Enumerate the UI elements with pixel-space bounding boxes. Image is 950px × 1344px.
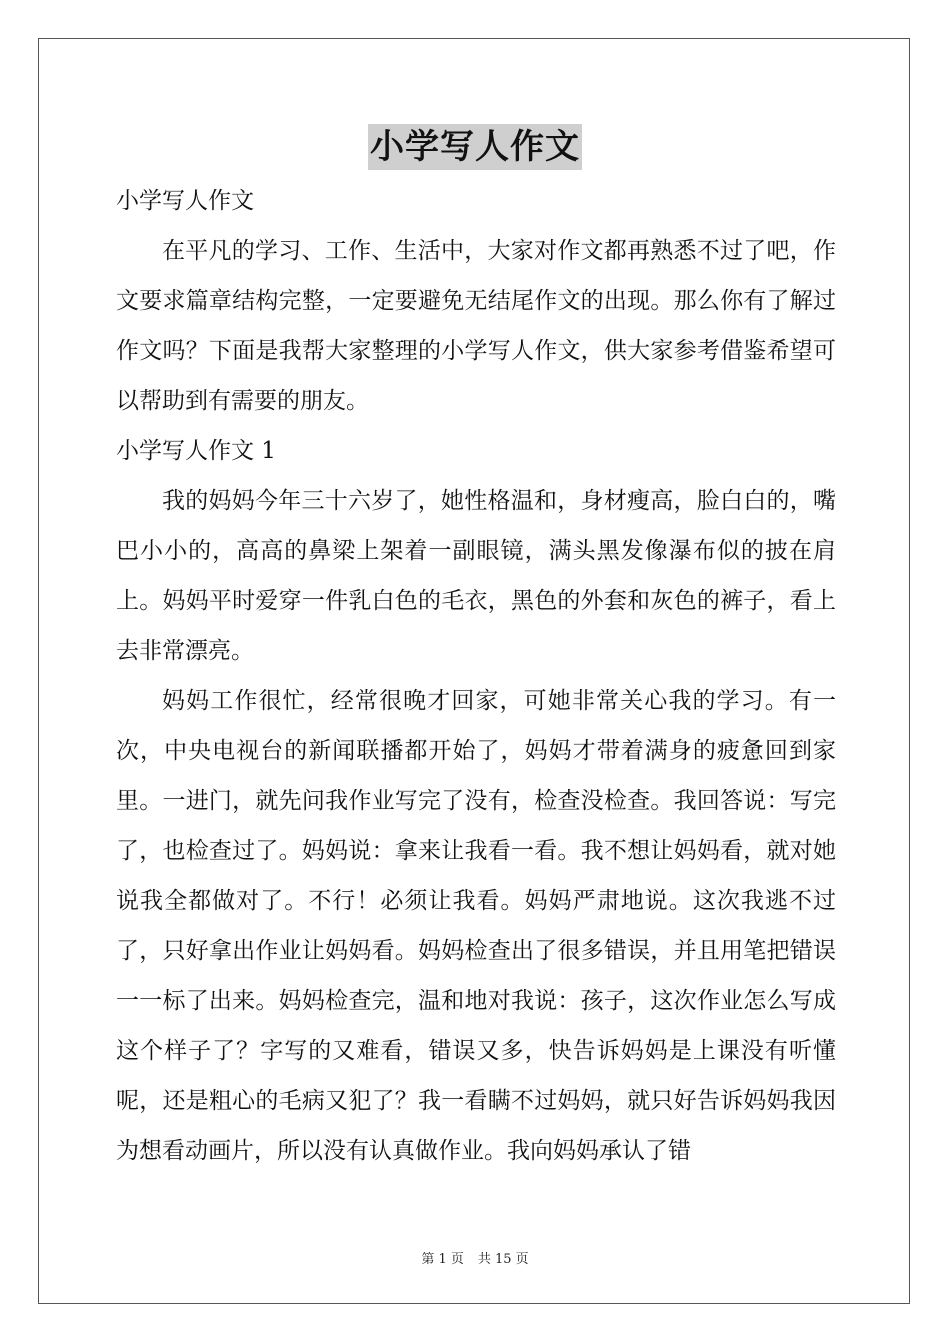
- body-paragraph: 我的妈妈今年三十六岁了，她性格温和，身材瘦高，脸白白的，嘴巴小小的，高高的鼻梁上架着一副眼镜，满头黑发像瀑布似的披在肩上。妈妈平时爱穿一件乳白色的毛衣，黑色的外套和灰色的裤子，看上去非常漂亮。: [116, 488, 836, 664]
- section-heading: 小学写人作文: [116, 188, 254, 214]
- document-body: [116, 176, 836, 1176]
- body-paragraph: 在平凡的学习、工作、生活中，大家对作文都再熟悉不过了吧，作文要求篇章结构完整，一定要避免无结尾作文的出现。那么你有了解过作文吗？下面是我帮大家整理的小学写人作文，供大家参考借鉴希望可以帮助到有需要的朋友。: [116, 238, 836, 414]
- document-title: 小学写人作文: [368, 124, 582, 170]
- page-number: 第 1 页: [421, 1252, 464, 1267]
- body-paragraph: 妈妈工作很忙，经常很晚才回家，可她非常关心我的学习。有一次，中央电视台的新闻联播都开始了，妈妈才带着满身的疲惫回到家里。一进门，就先问我作业写完了没有，检查没检查。我回答说：写完了，也检查过了。妈妈说：拿来让我看一看。我不想让妈妈看，就对她说我全都做对了。不行！必须让我看。妈妈严肃地说。这次我逃不过了，只好拿出作业让妈妈看。妈妈检查出了很多错误，并且用笔把错误一一标了出来。妈妈检查完，温和地对我说：孩子，这次作业怎么写成这个样子了？字写的又难看，错误又多，快告诉妈妈是上课没有听懂呢，还是粗心的毛病又犯了？我一看瞒不过妈妈，就只好告诉妈妈我因为想看动画片，所以没有认真做作业。我向妈妈承认了错: [116, 688, 836, 1164]
- section-heading: 小学写人作文 1: [116, 438, 276, 464]
- page-total: 共 15 页: [477, 1252, 529, 1267]
- title-area: [0, 124, 950, 170]
- page-footer: [0, 1248, 950, 1267]
